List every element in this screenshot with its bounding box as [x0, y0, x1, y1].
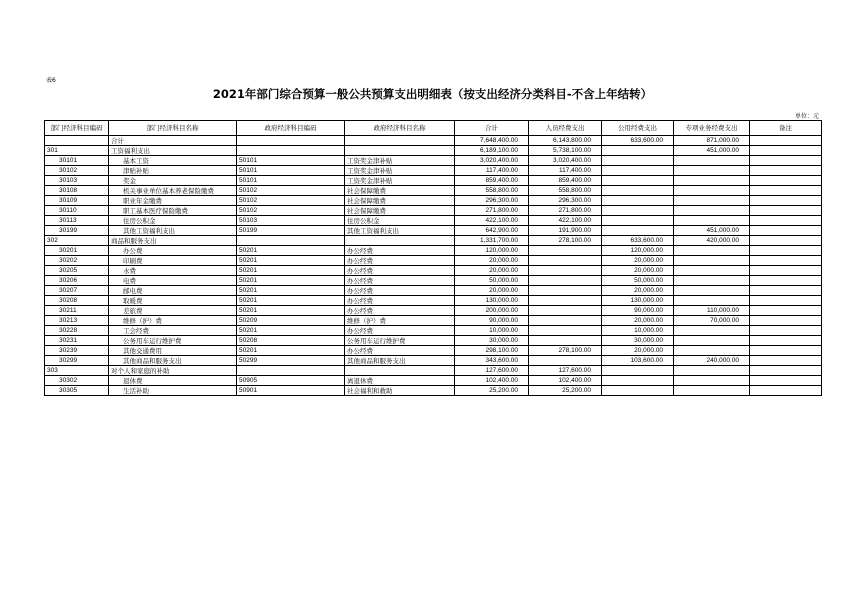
gov-name-cell: 办公经费	[345, 256, 455, 266]
personnel-cell: 278,100.00	[529, 346, 602, 356]
dept-code-cell: 30103	[45, 176, 109, 186]
public-cell	[602, 166, 674, 176]
dept-code-cell: 30207	[45, 286, 109, 296]
personnel-cell: 127,600.00	[529, 366, 602, 376]
table-row	[45, 226, 822, 236]
public-cell: 30,000.00	[602, 336, 674, 346]
dept-name-cell: 生活补助	[109, 386, 237, 396]
gov-name-cell: 工资奖金津补贴	[345, 176, 455, 186]
gov-code-cell: 50208	[237, 336, 345, 346]
table-row	[45, 236, 822, 246]
special-cell	[674, 286, 750, 296]
public-cell	[602, 216, 674, 226]
total-cell: 296,300.00	[455, 196, 529, 206]
table-row	[45, 196, 822, 206]
personnel-cell: 5,738,100.00	[529, 146, 602, 156]
gov-code-cell: 50201	[237, 296, 345, 306]
gov-name-cell: 维修（护）费	[345, 316, 455, 326]
personnel-cell: 6,143,800.00	[529, 136, 602, 146]
total-cell: 7,648,400.00	[455, 136, 529, 146]
special-cell	[674, 326, 750, 336]
table-row	[45, 336, 822, 346]
gov-code-cell: 50201	[237, 306, 345, 316]
gov-code-cell: 50201	[237, 266, 345, 276]
public-cell	[602, 366, 674, 376]
public-cell	[602, 186, 674, 196]
public-cell	[602, 206, 674, 216]
table-row	[45, 266, 822, 276]
table-row	[45, 386, 822, 396]
special-cell: 451,000.00	[674, 146, 750, 156]
dept-name-cell: 基本工资	[109, 156, 237, 166]
public-cell: 20,000.00	[602, 286, 674, 296]
gov-name-cell	[345, 366, 455, 376]
dept-code-cell: 30109	[45, 196, 109, 206]
gov-name-cell: 办公经费	[345, 286, 455, 296]
gov-name-cell: 办公经费	[345, 266, 455, 276]
dept-code-cell: 30299	[45, 356, 109, 366]
public-cell: 633,600.00	[602, 236, 674, 246]
dept-code-cell: 301	[45, 146, 109, 156]
dept-name-cell: 合计	[109, 136, 237, 146]
note-cell	[750, 376, 822, 386]
total-cell: 50,000.00	[455, 276, 529, 286]
total-cell: 271,800.00	[455, 206, 529, 216]
note-cell	[750, 306, 822, 316]
public-cell	[602, 146, 674, 156]
gov-name-cell: 办公经费	[345, 246, 455, 256]
total-cell: 20,000.00	[455, 286, 529, 296]
dept-name-cell: 其他交通费用	[109, 346, 237, 356]
gov-name-cell	[345, 236, 455, 246]
dept-code-cell: 30205	[45, 266, 109, 276]
dept-code-cell: 30208	[45, 296, 109, 306]
public-cell: 120,000.00	[602, 246, 674, 256]
col-header: 政府经济科目编码	[237, 121, 345, 136]
dept-name-cell: 职业年金缴费	[109, 196, 237, 206]
public-cell: 50,000.00	[602, 276, 674, 286]
unit-label: 单位：元	[794, 113, 819, 120]
public-cell: 20,000.00	[602, 266, 674, 276]
dept-name-cell: 印刷费	[109, 256, 237, 266]
gov-code-cell: 50201	[237, 346, 345, 356]
public-cell: 20,000.00	[602, 346, 674, 356]
personnel-cell: 3,020,400.00	[529, 156, 602, 166]
table-row	[45, 316, 822, 326]
total-cell: 298,100.00	[455, 346, 529, 356]
dept-code-cell: 303	[45, 366, 109, 376]
dept-name-cell: 其他商品和服务支出	[109, 356, 237, 366]
gov-name-cell: 其他商品和服务支出	[345, 356, 455, 366]
note-cell	[750, 226, 822, 236]
note-cell	[750, 246, 822, 256]
expenditure-table	[44, 120, 822, 396]
total-cell: 1,331,700.00	[455, 236, 529, 246]
dept-name-cell: 机关事业单位基本养老保险缴费	[109, 186, 237, 196]
note-cell	[750, 186, 822, 196]
table-row	[45, 366, 822, 376]
col-header: 部门经济科目名称	[109, 121, 237, 136]
public-cell	[602, 226, 674, 236]
gov-code-cell: 50102	[237, 206, 345, 216]
total-cell: 20,000.00	[455, 266, 529, 276]
dept-code-cell: 30102	[45, 166, 109, 176]
special-cell: 420,000.00	[674, 236, 750, 246]
gov-code-cell: 50101	[237, 166, 345, 176]
note-cell	[750, 286, 822, 296]
special-cell	[674, 196, 750, 206]
gov-code-cell: 50201	[237, 256, 345, 266]
note-cell	[750, 206, 822, 216]
total-cell: 127,600.00	[455, 366, 529, 376]
public-cell: 633,600.00	[602, 136, 674, 146]
page-title: 2021年部门综合预算一般公共预算支出明细表（按支出经济分类科目-不含上年结转）	[212, 87, 653, 101]
table-row	[45, 296, 822, 306]
gov-code-cell: 50201	[237, 246, 345, 256]
gov-name-cell: 公务用车运行维护费	[345, 336, 455, 346]
gov-code-cell: 50103	[237, 216, 345, 226]
total-cell: 422,100.00	[455, 216, 529, 226]
public-cell: 20,000.00	[602, 316, 674, 326]
gov-code-cell: 50199	[237, 226, 345, 236]
total-cell: 642,900.00	[455, 226, 529, 236]
dept-name-cell: 维修（护）费	[109, 316, 237, 326]
note-cell	[750, 146, 822, 156]
gov-code-cell	[237, 136, 345, 146]
col-header: 政府经济科目名称	[345, 121, 455, 136]
special-cell	[674, 186, 750, 196]
col-header: 备注	[750, 121, 822, 136]
col-header: 合计	[455, 121, 529, 136]
dept-code-cell: 30228	[45, 326, 109, 336]
note-cell	[750, 176, 822, 186]
note-cell	[750, 196, 822, 206]
dept-code-cell: 30108	[45, 186, 109, 196]
note-cell	[750, 216, 822, 226]
personnel-cell	[529, 276, 602, 286]
dept-code-cell: 30110	[45, 206, 109, 216]
dept-name-cell: 办公费	[109, 246, 237, 256]
personnel-cell	[529, 256, 602, 266]
dept-code-cell: 30231	[45, 336, 109, 346]
dept-name-cell: 职工基本医疗保险缴费	[109, 206, 237, 216]
personnel-cell: 117,400.00	[529, 166, 602, 176]
note-cell	[750, 356, 822, 366]
dept-name-cell: 电费	[109, 276, 237, 286]
table-row	[45, 376, 822, 386]
dept-name-cell: 取暖费	[109, 296, 237, 306]
personnel-cell	[529, 336, 602, 346]
note-cell	[750, 256, 822, 266]
note-cell	[750, 296, 822, 306]
special-cell: 871,000.00	[674, 136, 750, 146]
note-cell	[750, 156, 822, 166]
gov-code-cell: 50209	[237, 316, 345, 326]
gov-name-cell: 社会保障缴费	[345, 206, 455, 216]
note-cell	[750, 276, 822, 286]
special-cell	[674, 276, 750, 286]
table-row	[45, 166, 822, 176]
public-cell: 20,000.00	[602, 256, 674, 266]
dept-name-cell: 邮电费	[109, 286, 237, 296]
note-cell	[750, 236, 822, 246]
total-cell: 90,000.00	[455, 316, 529, 326]
gov-name-cell	[345, 146, 455, 156]
gov-name-cell: 社会保障缴费	[345, 186, 455, 196]
dept-code-cell: 30239	[45, 346, 109, 356]
table-row	[45, 156, 822, 166]
table-row	[45, 246, 822, 256]
public-cell: 10,000.00	[602, 326, 674, 336]
table-row	[45, 276, 822, 286]
table-row	[45, 346, 822, 356]
total-cell: 3,020,400.00	[455, 156, 529, 166]
dept-name-cell: 工会经费	[109, 326, 237, 336]
special-cell	[674, 366, 750, 376]
gov-name-cell: 社会保障缴费	[345, 196, 455, 206]
total-cell: 117,400.00	[455, 166, 529, 176]
personnel-cell	[529, 266, 602, 276]
dept-name-cell: 差旅费	[109, 306, 237, 316]
special-cell	[674, 376, 750, 386]
gov-name-cell	[345, 136, 455, 146]
special-cell: 451,000.00	[674, 226, 750, 236]
note-cell	[750, 336, 822, 346]
personnel-cell	[529, 316, 602, 326]
personnel-cell: 271,800.00	[529, 206, 602, 216]
note-cell	[750, 366, 822, 376]
table-header-row	[45, 121, 822, 136]
table-row	[45, 256, 822, 266]
dept-code-cell: 302	[45, 236, 109, 246]
total-cell: 25,200.00	[455, 386, 529, 396]
dept-name-cell: 对个人和家庭的补助	[109, 366, 237, 376]
personnel-cell: 422,100.00	[529, 216, 602, 226]
personnel-cell	[529, 326, 602, 336]
personnel-cell	[529, 296, 602, 306]
table-row	[45, 136, 822, 146]
personnel-cell: 558,800.00	[529, 186, 602, 196]
special-cell	[674, 206, 750, 216]
dept-code-cell: 30201	[45, 246, 109, 256]
dept-code-cell: 30206	[45, 276, 109, 286]
dept-name-cell: 住房公积金	[109, 216, 237, 226]
personnel-cell: 296,300.00	[529, 196, 602, 206]
dept-name-cell: 奖金	[109, 176, 237, 186]
dept-code-cell: 30211	[45, 306, 109, 316]
col-header: 公用经费支出	[602, 121, 674, 136]
dept-name-cell: 商品和服务支出	[109, 236, 237, 246]
special-cell: 70,000.00	[674, 316, 750, 326]
table-row	[45, 206, 822, 216]
public-cell	[602, 196, 674, 206]
gov-code-cell: 50201	[237, 286, 345, 296]
special-cell	[674, 216, 750, 226]
public-cell: 130,000.00	[602, 296, 674, 306]
total-cell: 343,600.00	[455, 356, 529, 366]
col-header: 人员经费支出	[529, 121, 602, 136]
col-header: 部门经济科目编码	[45, 121, 109, 136]
personnel-cell: 191,900.00	[529, 226, 602, 236]
note-cell	[750, 166, 822, 176]
special-cell: 240,000.00	[674, 356, 750, 366]
gov-name-cell: 办公经费	[345, 276, 455, 286]
table-row	[45, 306, 822, 316]
dept-code-cell	[45, 136, 109, 146]
gov-name-cell: 离退休费	[345, 376, 455, 386]
dept-name-cell: 津贴补贴	[109, 166, 237, 176]
total-cell: 20,000.00	[455, 256, 529, 266]
personnel-cell: 859,400.00	[529, 176, 602, 186]
dept-code-cell: 30101	[45, 156, 109, 166]
total-cell: 120,000.00	[455, 246, 529, 256]
personnel-cell: 102,400.00	[529, 376, 602, 386]
note-cell	[750, 266, 822, 276]
table-row	[45, 216, 822, 226]
gov-code-cell: 50299	[237, 356, 345, 366]
gov-name-cell: 社会福利和救助	[345, 386, 455, 396]
total-cell: 558,800.00	[455, 186, 529, 196]
gov-code-cell: 50102	[237, 196, 345, 206]
table-row	[45, 286, 822, 296]
personnel-cell	[529, 286, 602, 296]
table-body	[45, 136, 822, 396]
col-header: 专项业务经费支出	[674, 121, 750, 136]
total-cell: 200,000.00	[455, 306, 529, 316]
gov-name-cell: 其他工资福利支出	[345, 226, 455, 236]
gov-code-cell: 50201	[237, 326, 345, 336]
special-cell	[674, 296, 750, 306]
note-cell	[750, 346, 822, 356]
special-cell	[674, 336, 750, 346]
public-cell: 90,000.00	[602, 306, 674, 316]
special-cell	[674, 266, 750, 276]
dept-code-cell: 30305	[45, 386, 109, 396]
dept-name-cell: 水费	[109, 266, 237, 276]
special-cell	[674, 156, 750, 166]
dept-code-cell: 30199	[45, 226, 109, 236]
table-row	[45, 176, 822, 186]
special-cell	[674, 346, 750, 356]
public-cell	[602, 176, 674, 186]
total-cell: 130,000.00	[455, 296, 529, 306]
dept-name-cell: 公务用车运行维护费	[109, 336, 237, 346]
total-cell: 30,000.00	[455, 336, 529, 346]
note-cell	[750, 316, 822, 326]
public-cell	[602, 376, 674, 386]
dept-code-cell: 30202	[45, 256, 109, 266]
dept-name-cell: 其他工资福利支出	[109, 226, 237, 236]
gov-name-cell: 办公经费	[345, 306, 455, 316]
personnel-cell	[529, 246, 602, 256]
table-row	[45, 326, 822, 336]
special-cell: 110,000.00	[674, 306, 750, 316]
table-row	[45, 146, 822, 156]
gov-code-cell: 50901	[237, 386, 345, 396]
total-cell: 6,189,100.00	[455, 146, 529, 156]
personnel-cell	[529, 306, 602, 316]
dept-code-cell: 30302	[45, 376, 109, 386]
dept-code-cell: 30113	[45, 216, 109, 226]
note-cell	[750, 326, 822, 336]
public-cell: 103,600.00	[602, 356, 674, 366]
gov-code-cell: 50101	[237, 156, 345, 166]
total-cell: 859,400.00	[455, 176, 529, 186]
note-cell	[750, 386, 822, 396]
total-cell: 102,400.00	[455, 376, 529, 386]
gov-code-cell	[237, 236, 345, 246]
table-row	[45, 186, 822, 196]
gov-name-cell: 办公经费	[345, 296, 455, 306]
table-number-tag: 表6	[46, 77, 56, 84]
gov-name-cell: 工资奖金津补贴	[345, 156, 455, 166]
gov-name-cell: 住房公积金	[345, 216, 455, 226]
special-cell	[674, 176, 750, 186]
special-cell	[674, 386, 750, 396]
dept-code-cell: 30213	[45, 316, 109, 326]
gov-code-cell: 50101	[237, 176, 345, 186]
public-cell	[602, 386, 674, 396]
gov-code-cell	[237, 146, 345, 156]
gov-code-cell: 50201	[237, 276, 345, 286]
dept-name-cell: 退休费	[109, 376, 237, 386]
total-cell: 10,000.00	[455, 326, 529, 336]
special-cell	[674, 256, 750, 266]
gov-name-cell: 工资奖金津补贴	[345, 166, 455, 176]
table-row	[45, 356, 822, 366]
personnel-cell	[529, 356, 602, 366]
gov-code-cell: 50905	[237, 376, 345, 386]
public-cell	[602, 156, 674, 166]
gov-name-cell: 办公经费	[345, 326, 455, 336]
special-cell	[674, 246, 750, 256]
personnel-cell: 278,100.00	[529, 236, 602, 246]
gov-name-cell: 办公经费	[345, 346, 455, 356]
gov-code-cell: 50102	[237, 186, 345, 196]
personnel-cell: 25,200.00	[529, 386, 602, 396]
gov-code-cell	[237, 366, 345, 376]
special-cell	[674, 166, 750, 176]
dept-name-cell: 工资福利支出	[109, 146, 237, 156]
note-cell	[750, 136, 822, 146]
